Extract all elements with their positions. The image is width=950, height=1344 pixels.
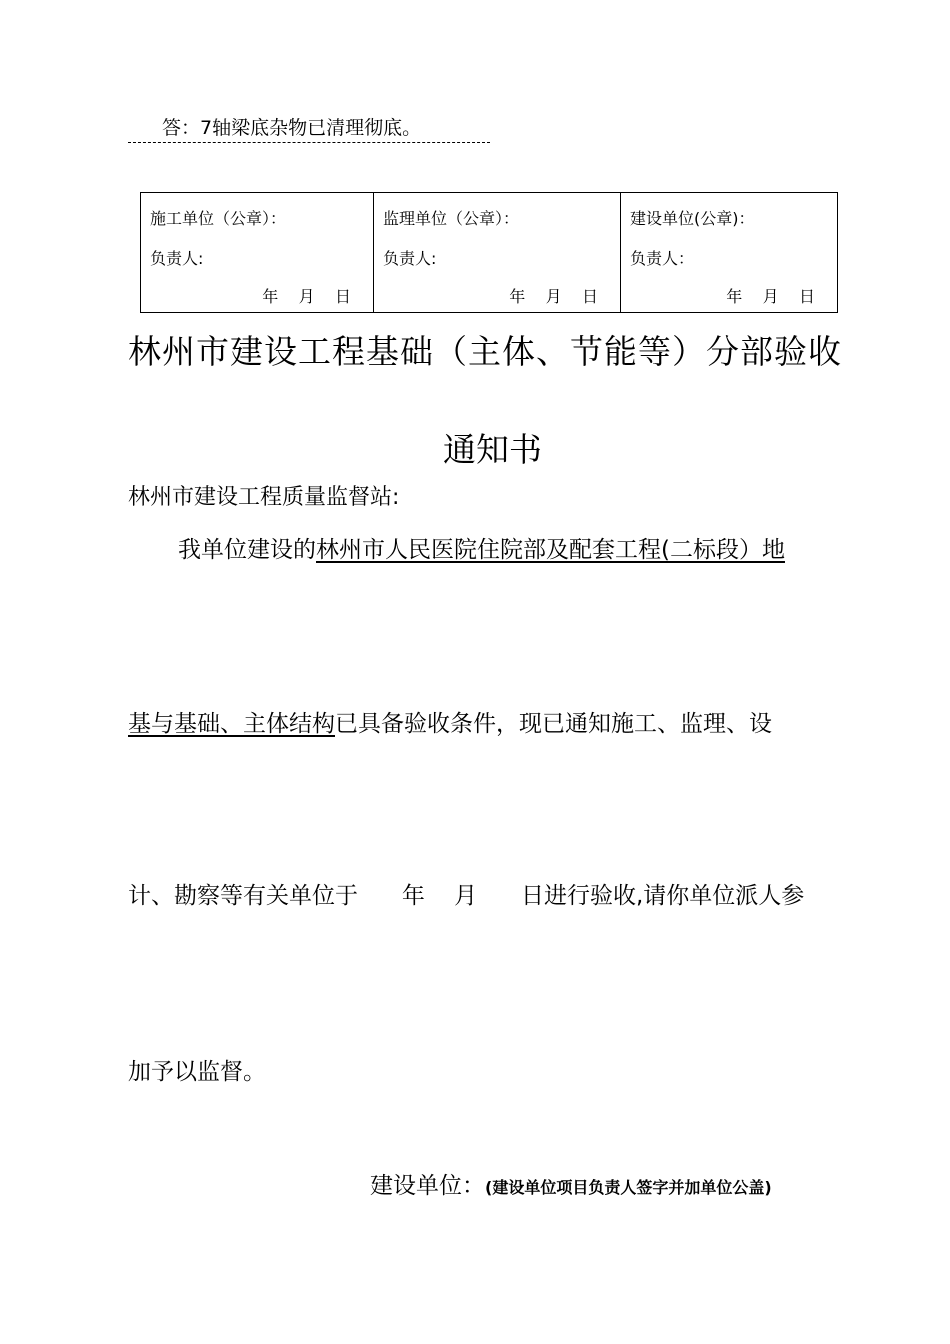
scope-text: 基与基础、主体结构 bbox=[128, 711, 335, 737]
answer-text: 答：7轴梁底杂物已清理彻底。 bbox=[162, 117, 422, 139]
owner-unit-cell bbox=[621, 193, 838, 313]
construction-unit-cell bbox=[141, 193, 374, 313]
supervision-person-label: 负责人: bbox=[383, 249, 437, 268]
construction-unit-label: 施工单位（公章）： bbox=[150, 209, 287, 228]
signature-block bbox=[370, 1170, 772, 1204]
notice-line-4: 加予以监督。 bbox=[128, 1059, 266, 1085]
construction-date-label: 年 月 日 bbox=[262, 287, 351, 306]
notice-title: 林州市建设工程基础（主体、节能等）分部验收 bbox=[128, 332, 842, 371]
notice-recipient: 林州市建设工程质量监督站: bbox=[128, 485, 400, 510]
owner-date-label: 年 月 日 bbox=[726, 287, 815, 306]
notice-line-2 bbox=[128, 708, 772, 740]
line2-rest: 已具备验收条件，现已通知施工、监理、设 bbox=[335, 711, 772, 737]
signature-note: (建设单位项目负责人签字并加单位公盖) bbox=[485, 1178, 772, 1197]
owner-unit-label: 建设单位(公章)： bbox=[630, 209, 755, 228]
line1-prefix: 我单位建设的 bbox=[178, 537, 316, 563]
supervision-unit-cell bbox=[374, 193, 621, 313]
construction-person-label: 负责人: bbox=[150, 249, 204, 268]
notice-line-3: 计、勘察等有关单位于 年 月 日进行验收,请你单位派人参 bbox=[128, 883, 805, 909]
project-name: 林州市人民医院住院部及配套工程(二标段）地 bbox=[316, 537, 785, 563]
notice-subtitle: 通知书 bbox=[443, 430, 542, 469]
owner-person-label: 负责人： bbox=[630, 249, 695, 268]
signature-label: 建设单位： bbox=[370, 1173, 485, 1199]
supervision-unit-label: 监理单位（公章）： bbox=[383, 209, 520, 228]
notice-line-1 bbox=[178, 534, 785, 566]
supervision-date-label: 年 月 日 bbox=[509, 287, 598, 306]
answer-line bbox=[128, 114, 490, 143]
signature-table bbox=[140, 192, 838, 313]
